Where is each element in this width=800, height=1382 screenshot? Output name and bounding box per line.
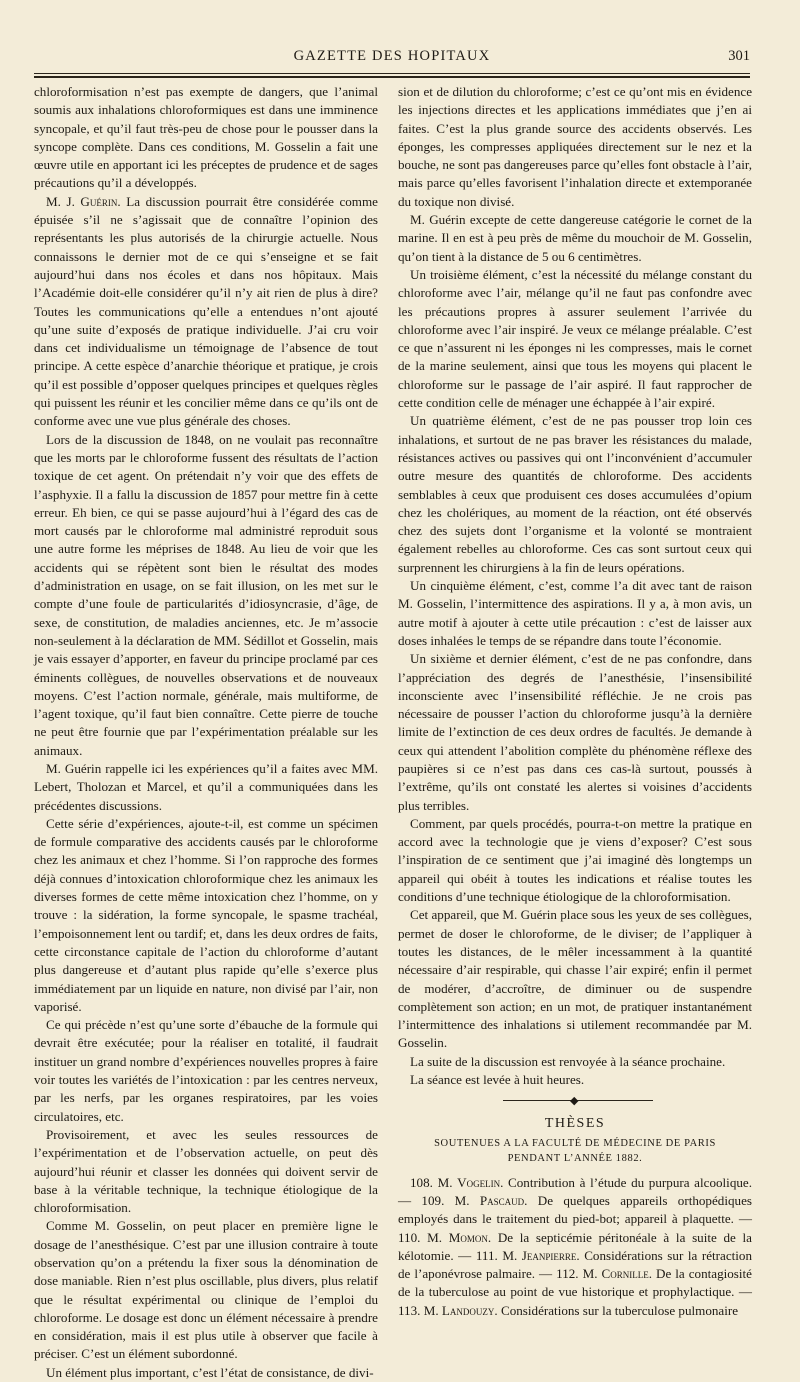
paragraph: Un sixième et dernier élément, c’est de ne pas confondre, dans l’appréciation des degrés de l’anesthésie, l’insensibilité inconsciente avec l’insensibilité réfléchie. Je ne crois pas nécessaire de pousser l’action du chloroforme jusqu’à la dernière limite de l’extinction de ces deux ordres de facultés. Je demande à ceux qui attendent l’abolition complète du phénomène réflexe des paupières si ce n’est pas dans ces cas-là surtout, poussés à l’extrême, qu’ils ont constaté les alertes si voisines d’accidents plus terribles. (398, 651, 752, 813)
thesis-title: Contribution à l’étude du purpura alcoolique. — (398, 1174, 752, 1208)
thesis-author: Momon. (448, 1229, 492, 1245)
thesis-title: De la contagiosité de la tuberculose au point de vue historique et prophylactique. — (398, 1266, 752, 1300)
paragraph: Cet appareil, que M. Guérin place sous les yeux de ses collègues, permet de doser le chloroforme, de le diviser; de l’appliquer à toutes les distances, de le mêler incessamment à la quantité nécessaire d’air respirable, qui chasse l’air expiré; enfin il permet de modérer, d’accroître, de diminuer ou de suspendre complètement son action; en un mot, de pratiquer instantanément l’intermittence des inhalations si utilement recommandée par M. Gosselin. (398, 907, 752, 1051)
paragraph: sion et de dilution du chloroforme; c’est ce qu’ont mis en évidence les injections directes et les applications immédiates que j’en ai faites. C’est la plus grande source des accidents observés. Les éponges, les compresses appliquées directement sur le nez et la bouche, ne sont pas dangereuses parce qu’elles font obstacle à l’air, mais parce qu’elles favorisent l’inhalation directe et extemporanée du toxique non divisé. (398, 84, 752, 209)
paragraph: M. Guérin excepte de cette dangereuse catégorie le cornet de la marine. Il en est à peu près de même du mouchoir de M. Gosselin, qu’on tient à la distance de 5 ou 6 centimètres. (398, 212, 752, 264)
paragraph: Lors de la discussion de 1848, on ne voulait pas reconnaître que les morts par le chloroforme fussent des résultats de l’action toxique de cet agent. On prétendait n’y voir que des effets de l’asphyxie. Il a fallu la discussion de 1857 pour mettre fin à cette erreur. Eh bien, ce qui se passe aujourd’hui à l’égard des cas de mort causés par le chloroforme mal administré reproduit sous une autre forme les méprises de 1848. Au lieu de voir que les accidents qui se répètent sont bien le résultat des modes d’administration en usage, on se fait illusion, on les met sur le compte d’une foule de particularités d’idiosyncrasie, d’âge, de sexe, de constitution, de maladies anciennes, etc. Je m’associe non-seulement à la déclaration de MM. Sédillot et Gosselin, mais je vais essayer d’apporter, en faveur du principe proclamé par ces éminents collègues, de nouvelles observations et de nouveaux moyens. C’est l’action normale, générale, mais multiforme, de l’agent toxique, qu’il faut bien connaître. Cette pierre de touche ne peut être fournie que par l’expérimentation préalable sur les animaux. (34, 431, 378, 758)
page-header (34, 44, 750, 70)
paragraph: M. Guérin rappelle ici les expériences qu’il a faites avec MM. Lebert, Tholozan et Marcel, et qu’il a communiquées dans les précédentes discussions. (34, 760, 378, 813)
paragraph: Ce qui précède n’est qu’une sorte d’ébauche de la formule qui devrait être exécutée; pour la réaliser en totalité, il faudrait instituer un grand nombre d’expériences nouvelles propres à faire voir toutes les variétés de l’intoxication : par les centres nerveux, par les nerfs, par les organes respiratoires, par les voies circulatoires, etc. (34, 1017, 378, 1124)
thesis-author: Landouzy. (441, 1302, 498, 1318)
thesis-author: Cornille. (601, 1266, 652, 1282)
header-rule-top (34, 73, 750, 74)
paragraph-text: La discussion pourrait être considérée comme épuisée s’il ne s’agissait que de connaître l’opinion des représentants les plus autorisés de la chirurgie actuelle. Nous connaissons le dernier mot de ce qui s’enseigne et se fait aujourd’hui dans nos écoles et dans nos hôpitaux. Mais l’Académie doit-elle considérer qu’il n’y ait rien de plus à dire? Toutes les communications qu’elle a entendues n’ont ajouté qu’une suite d’exposés de pratique individuelle. J’ai cru voir dans cet individualisme un témoignage de l’absence de tout principe. A cette espèce d’anarchie théorique et pratique, je crois qu’il est possible d’opposer quelques principes et quelques règles qui puissent les réunir et les concilier même dans ce qu’ils ont de conforme avec une vue plus générale des choses. (34, 193, 378, 429)
paragraph: Cette série d’expériences, ajoute-t-il, est comme un spécimen de formule comparative des accidents causés par le chloroforme chez les animaux et chez l’homme. Si l’on rapproche des formes déjà connues d’intoxication chloroformique chez les animaux les diverses formes de cette même intoxication chez l’homme, on y trouve : la sidération, la forme syncopale, le spasme trachéal, l’empoisonnement lent ou tardif; et, dans les deux ordres de faits, cette circonstance capitale de l’action du chloroforme d’autant plus dangereuse et d’autant plus rapide qu’elle s’exerce plus immédiatement par un liquide en nature, non divisé par l’air, non vaporisé. (34, 815, 378, 1014)
journal-title: GAZETTE DES HOPITAUX (293, 48, 491, 64)
paragraph: chloroformisation n’est pas exempte de dangers, que l’animal soumis aux inhalations chloroformiques est dans une imminence syncopale, et qu’il faut très-peu de chose pour le pousser dans la syncope complète. Dans ces conditions, M. Gosselin a fait une œuvre utile en apportant ici les préceptes de prudence et de sages précautions qu’il a développés. (34, 84, 378, 191)
paragraph: Provisoirement, et avec les seules ressources de l’expérimentation et de l’observation actuelle, on peut dès aujourd’hui réunir et classer les données qui doivent servir de base à la véritable technique, la technique étiologique de la chloroformisation. (34, 1126, 378, 1216)
paragraph: Un troisième élément, c’est la nécessité du mélange constant du chloroforme avec l’air, mélange qu’il ne faut pas confondre avec les précautions propres à assurer seulement l’arrivée du chloroforme avec l’air inspiré. Je veux ce mélange préalable. C’est ce que n’assurent ni les éponges ni les compresses, mais le cornet de la marine seulement, ainsi que tous les moyens qui placent le chloroforme sur le passage de l’air aspiré. Il faut rapprocher de cette condition celle de ménager une échappée à l’air expiré. (398, 266, 752, 411)
thesis-number: 113. M. (398, 1302, 442, 1318)
header-rule-bottom (34, 76, 750, 78)
thesis-number: 111. M. (475, 1247, 522, 1263)
paragraph: Un quatrième élément, c’est de ne pas pousser trop loin ces inhalations, et surtout de ne pas braver les résistances du malade, résistances actives ou passives qui ont l’inconvénient d’accumuler outre mesure des quantités de chloroforme. Des accidents semblables à ceux que produisent ces doses accumulées d’opium chez les cholériques, au moment de la réaction, ont été observés chez des sujets dont l’organisme et la volonté se montraient également rebelles au chloroforme. Ces cas sont surtout ceux qui surprennent les chirurgiens à la fin de leurs opérations. (398, 413, 752, 575)
paragraph: Un élément plus important, c’est l’état de consistance, de divi- (46, 1364, 374, 1380)
thesis-number: 110. M. (398, 1229, 449, 1245)
paragraph (34, 193, 378, 431)
theses-subtitle-year: PENDANT L’ANNÉE 1882. (507, 1152, 643, 1164)
speaker-name: M. J. Guérin. (46, 193, 121, 209)
thesis-title: Considérations sur la tuberculose pulmonaire (497, 1302, 739, 1318)
thesis-title: De la septicémie péritonéale à la suite de la kélotomie. — (398, 1229, 752, 1263)
thesis-author: Vogelin. (457, 1174, 504, 1190)
thesis-title: Considérations sur la rétraction de l’aponévrose palmaire. — (398, 1247, 753, 1282)
theses-list (398, 1174, 752, 1320)
paragraph: Un cinquième élément, c’est, comme l’a dit avec tant de raison M. Gosselin, l’intermittence des aspirations. Il y a, à mon avis, un autre motif à ajouter à cette utile précaution : c’est de laisser aux doses inhalées le temps de se répandre dans toute l’économie. (398, 578, 752, 648)
thesis-author: Pascaud. (479, 1192, 528, 1208)
paragraph: Comme M. Gosselin, on peut placer en première ligne le dosage de l’anesthésique. C’est par une illusion contraire à toute observation qu’on a prétendu la fixer sous la dénomination de dose maniable. Rien n’est plus oscillable, plus divers, plus relatif que le résultat expérimental ou clinique de l’emploi du chloroforme. Le dosage est donc un élément nécessaire à prendre en considération, mais il est plus utile à observer que facile à préciser. C’est un élément subordonné. (34, 1218, 378, 1362)
thesis-title: De quelques appareils orthopédiques employés dans le traitement du pied-bot; appareil à plaquette. — (398, 1192, 752, 1227)
thesis-author: Jeanpierre. (521, 1247, 580, 1263)
paragraph: Comment, par quels procédés, pourra-t-on mettre la pratique en accord avec la technologie que je viens d’exposer? C’est sous l’inspiration de ce sentiment que j’ai imaginé dès longtemps un appareil qui obéit à toutes les indications et réalise toutes les conditions d’une technique étiologique de la chloroformisation. (398, 815, 752, 905)
theses-subtitle: SOUTENUES A LA FACULTÉ DE MÉDECINE DE PARIS (434, 1137, 716, 1149)
left-column (34, 83, 378, 1382)
page-number: 301 (728, 48, 750, 64)
thesis-number: 108. M. (410, 1174, 458, 1190)
right-column (398, 83, 752, 1320)
paragraph: La séance est levée à huit heures. (410, 1072, 585, 1088)
paragraph: La suite de la discussion est renvoyée à la séance prochaine. (410, 1053, 726, 1069)
section-divider (398, 1091, 752, 1109)
thesis-number: 109. M. (421, 1192, 480, 1208)
divider-ornament-icon: ◆ (570, 1095, 579, 1108)
thesis-number: 112. M. (556, 1266, 602, 1282)
theses-title: THÈSES (544, 1116, 606, 1132)
